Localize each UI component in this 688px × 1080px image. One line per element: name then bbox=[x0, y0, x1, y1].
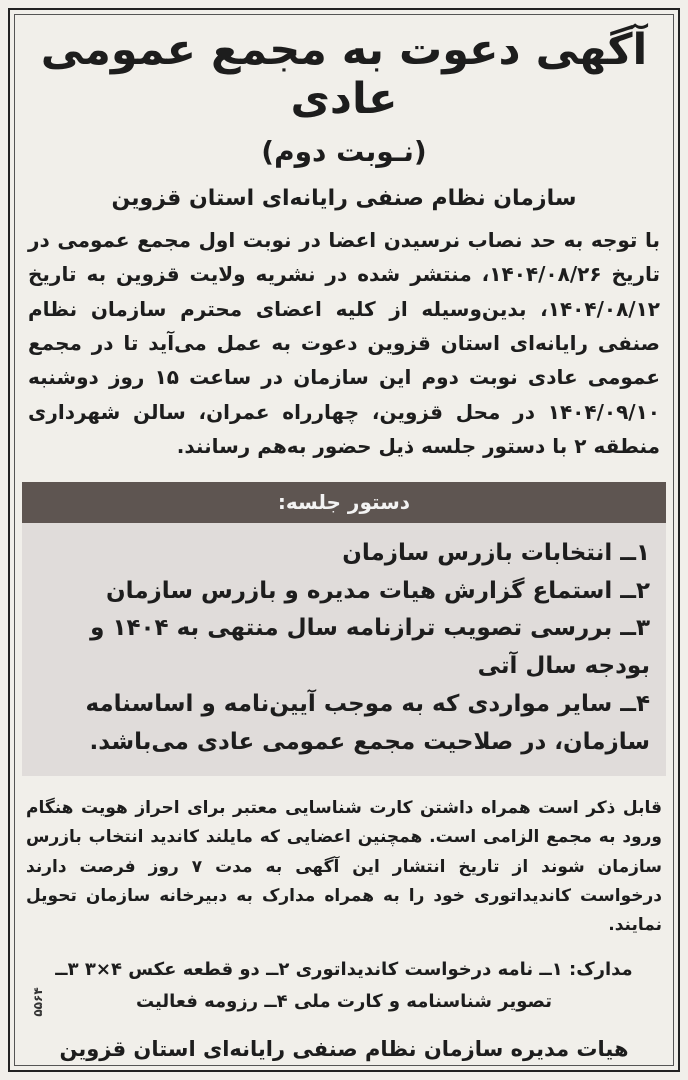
notice-intro bbox=[28, 223, 660, 464]
notes-paragraph: قابل ذکر است همراه داشتن کارت شناسایی معتبر برای احراز هویت هنگام ورود به مجمع الزامی است. همچنین اعضایی که مایلند کاندید انتخاب بازرس سازمان شوند از تاریخ انتشار این آگهی به مدت ۷ روز فرصت دارند درخواست کاندیداتوری خود را به همراه مدارک به دبیرخانه سازمان تحویل نمایند. bbox=[26, 798, 662, 936]
intro-part-1: با توجه به bbox=[556, 227, 660, 252]
notice-content bbox=[22, 18, 666, 1062]
intro-emphasis-4: قزوین، چهارراه عمران، سالن شهرداری منطقه ۲ bbox=[28, 399, 660, 459]
intro-part-7: در محل bbox=[442, 399, 548, 424]
agenda-item-4: ۴ــ سایر مواردی که به موجب آیین‌نامه و اساسنامه سازمان، در صلاحیت مجمع عمومی عادی می‌باشد. bbox=[85, 691, 650, 756]
intro-part-3: در تاریخ ۱۴۰۴/۰۸/۲۶، منتشر شده در نشریه ولایت قزوین به تاریخ ۱۴۰۴/۰۸/۱۲، بدین‌وسیله از کلیه اعضای محترم سازمان نظام صنفی رایانه‌ای استان قزوین دعوت به عمل می‌آید تا در bbox=[28, 227, 661, 356]
intro-emphasis-2: مجمع عمومی عادی نوبت دوم bbox=[28, 331, 660, 390]
agenda-item-2: ۲ــ استماع گزارش هیات مدیره و بازرس سازمان bbox=[106, 577, 650, 604]
agenda-box bbox=[22, 523, 666, 777]
intro-emphasis-3: ساعت ۱۵ روز دوشنبه ۱۴۰۴/۰۹/۱۰ bbox=[28, 365, 660, 424]
side-code: ۵۵۶۴ bbox=[31, 987, 45, 1017]
intro-part-9: با دستور جلسه ذیل حضور به‌هم رسانند. bbox=[176, 434, 575, 459]
notice-title: آگهی دعوت به مجمع عمومی عادی bbox=[40, 25, 648, 125]
agenda-item-3: ۳ــ بررسی تصویب ترازنامه سال منتهی به ۱۴۰۴ و بودجه سال آتی bbox=[90, 615, 650, 680]
documents-paragraph: مدارک: ۱ــ نامه درخواست کاندیداتوری ۲ــ دو قطعه عکس ۴×۳ ۳ــ تصویر شناسنامه و کارت ملی ۴ــ رزومه فعالیت bbox=[55, 959, 633, 1012]
notice-subtitle: (نـوبت دوم) bbox=[261, 134, 427, 168]
intro-emphasis-1: حد نصاب نرسیدن اعضا در نوبت اول مجمع عمومی bbox=[57, 227, 557, 252]
signature-line: هیات مدیره سازمان نظام صنفی رایانه‌ای استان قزوین bbox=[59, 1037, 629, 1062]
agenda-heading: دستور جلسه: bbox=[22, 482, 666, 523]
agenda-item-1: ۱ــ انتخابات بازرس سازمان bbox=[342, 539, 650, 566]
organization-name: سازمان نظام صنفی رایانه‌ای استان قزوین bbox=[111, 186, 577, 212]
intro-part-5: این سازمان در bbox=[251, 365, 422, 390]
